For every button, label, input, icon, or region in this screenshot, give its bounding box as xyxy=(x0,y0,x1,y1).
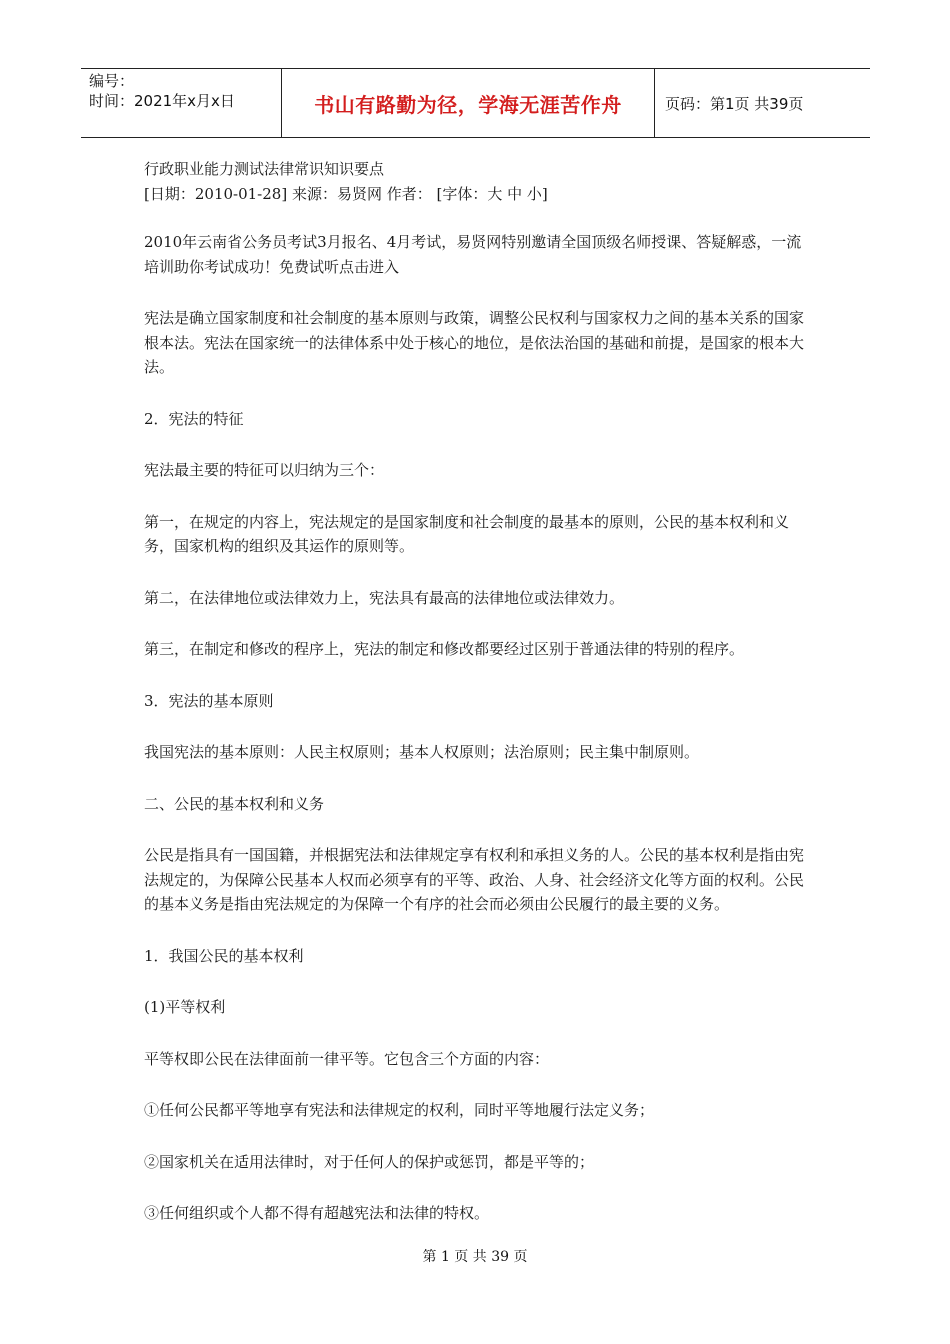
section-heading: 2．宪法的特征 xyxy=(144,409,244,428)
list-item: ③任何组织或个人都不得有超越宪法和法律的特权。 xyxy=(144,1204,490,1222)
paragraph: 第三，在制定和修改的程序上，宪法的制定和修改都要经过区别于普通法律的特别的程序。 xyxy=(144,640,745,658)
subsection-heading: (1)平等权利 xyxy=(144,998,226,1016)
page-footer: 第 1 页 共 39 页 xyxy=(422,1249,528,1265)
article-body xyxy=(144,157,810,1226)
paragraph: 宪法最主要的特征可以归纳为三个： xyxy=(144,461,385,479)
list-item: ②国家机关在适用法律时，对于任何人的保护或惩罚，都是平等的； xyxy=(144,1152,595,1171)
article-meta: [日期：2010-01-28] 来源：易贤网 作者： [字体：大 中 小] xyxy=(144,184,548,203)
paragraph: 2010年云南省公务员考试3月报名、4月考试，易贤网特别邀请全国顶级名师授课、答疑解惑，一流培训助你考试成功！免费试听点击进入 xyxy=(144,233,802,276)
number-label: 编号： xyxy=(89,72,135,90)
list-item: ①任何公民都平等地享有宪法和法律规定的权利，同时平等地履行法定义务； xyxy=(144,1101,655,1119)
paragraph: 第二，在法律地位或法律效力上，宪法具有最高的法律地位或法律效力。 xyxy=(144,588,625,607)
paragraph: 宪法是确立国家制度和社会制度的基本原则与政策，调整公民权利与国家权力之间的基本关系的国家根本法。宪法在国家统一的法律体系中处于核心的地位，是依法治国的基础和前提，是国家的根本大法。 xyxy=(144,309,805,376)
header-page-info: 页码：第1页 共39页 xyxy=(665,94,804,113)
paragraph: 第一，在规定的内容上，宪法规定的是国家制度和社会制度的最基本的原则，公民的基本权利和义务，国家机构的组织及其运作的原则等。 xyxy=(144,512,790,555)
paragraph: 平等权即公民在法律面前一律平等。它包含三个方面的内容： xyxy=(144,1049,550,1068)
document-header xyxy=(81,68,870,138)
section-heading: 二、公民的基本权利和义务 xyxy=(144,794,325,813)
article-title: 行政职业能力测试法律常识知识要点 xyxy=(144,160,385,178)
header-motto: 书山有路勤为径，学海无涯苦作舟 xyxy=(314,92,622,117)
header-divider xyxy=(654,69,655,137)
section-heading: 3．宪法的基本原则 xyxy=(144,691,274,710)
paragraph: 公民是指具有一国国籍，并根据宪法和法律规定享有权利和承担义务的人。公民的基本权利是指由宪法规定的，为保障公民基本人权而必须享有的平等、政治、人身、社会经济文化等方面的权利。公民的基本义务是指由宪法规定的为保障一个有序的社会而必须由公民履行的最主要的义务。 xyxy=(144,846,805,913)
section-heading: 1．我国公民的基本权利 xyxy=(144,946,304,965)
date-label: 时间：2021年x月x日 xyxy=(89,92,235,110)
paragraph: 我国宪法的基本原则：人民主权原则；基本人权原则；法治原则；民主集中制原则。 xyxy=(144,743,700,761)
header-meta xyxy=(89,71,235,111)
